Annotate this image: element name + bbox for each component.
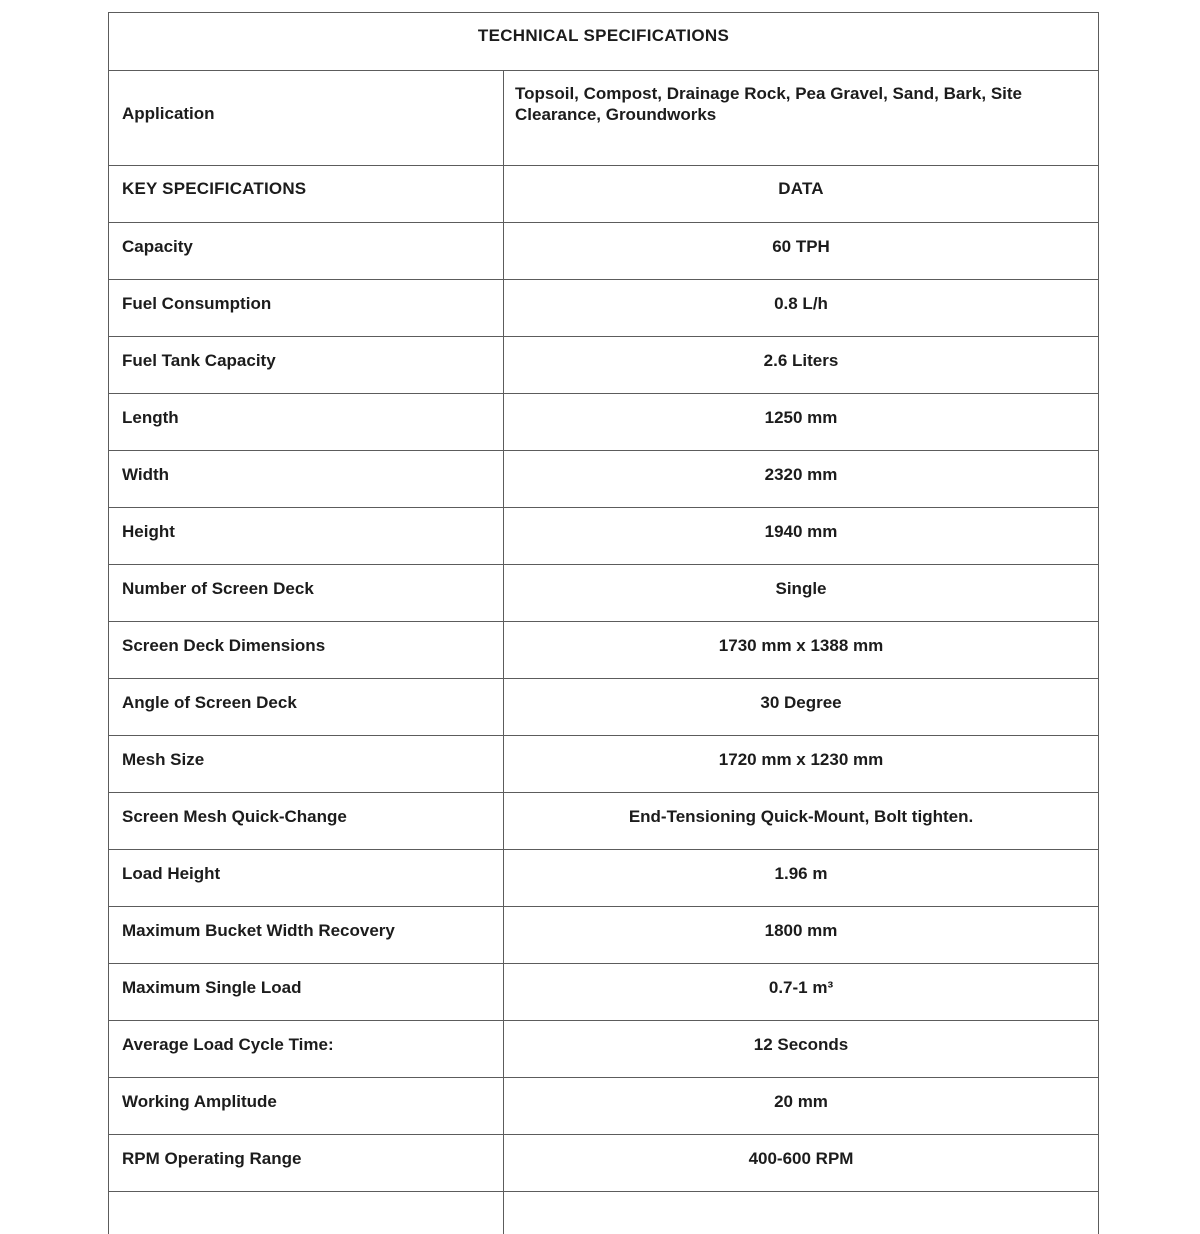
spec-label: Length [109, 394, 504, 451]
spec-label: Fuel Tank Capacity [109, 337, 504, 394]
spec-label: Maximum Single Load [109, 964, 504, 1021]
spec-label: Screen Mesh Quick-Change [109, 793, 504, 850]
spec-value: 2.6 Liters [504, 337, 1099, 394]
spec-label: Angle of Screen Deck [109, 679, 504, 736]
table-row [109, 679, 1099, 736]
table-row [109, 508, 1099, 565]
table-row [109, 850, 1099, 907]
spec-label: Number of Screen Deck [109, 565, 504, 622]
data-header: DATA [504, 166, 1099, 223]
key-specifications-header: KEY SPECIFICATIONS [109, 166, 504, 223]
spec-label-empty [109, 1192, 504, 1234]
spec-label: Fuel Consumption [109, 280, 504, 337]
spec-value: 30 Degree [504, 679, 1099, 736]
application-row [109, 71, 1099, 166]
spec-value: 1250 mm [504, 394, 1099, 451]
table-row [109, 223, 1099, 280]
table-row [109, 1135, 1099, 1192]
table-row [109, 736, 1099, 793]
table-row-partial [109, 1192, 1099, 1234]
spec-value: 2320 mm [504, 451, 1099, 508]
spec-value: 60 TPH [504, 223, 1099, 280]
spec-label: Average Load Cycle Time: [109, 1021, 504, 1078]
spec-value: 1800 mm [504, 907, 1099, 964]
table-row [109, 793, 1099, 850]
spec-value: End-Tensioning Quick-Mount, Bolt tighten. [504, 793, 1099, 850]
table-row [109, 1021, 1099, 1078]
spec-value: 1940 mm [504, 508, 1099, 565]
spec-value: 20 mm [504, 1078, 1099, 1135]
spec-label: Working Amplitude [109, 1078, 504, 1135]
spec-value: Single [504, 565, 1099, 622]
table-row [109, 964, 1099, 1021]
spec-label: Height [109, 508, 504, 565]
spec-value: 1720 mm x 1230 mm [504, 736, 1099, 793]
table-row [109, 1078, 1099, 1135]
table-row [109, 622, 1099, 679]
spec-value: 12 Seconds [504, 1021, 1099, 1078]
spec-label: Capacity [109, 223, 504, 280]
spec-label: Width [109, 451, 504, 508]
technical-specifications-table [108, 12, 1099, 1234]
table-row [109, 907, 1099, 964]
table-row [109, 394, 1099, 451]
table-title-row [109, 13, 1099, 71]
spec-label: Screen Deck Dimensions [109, 622, 504, 679]
table-title: TECHNICAL SPECIFICATIONS [109, 13, 1099, 71]
spec-value: 1730 mm x 1388 mm [504, 622, 1099, 679]
table-row [109, 337, 1099, 394]
spec-value-empty [504, 1192, 1099, 1234]
spec-value: 0.8 L/h [504, 280, 1099, 337]
spec-label: Load Height [109, 850, 504, 907]
technical-specifications-table-wrap [108, 12, 1099, 1234]
application-value: Topsoil, Compost, Drainage Rock, Pea Gravel, Sand, Bark, Site Clearance, Groundworks [504, 71, 1099, 166]
table-row [109, 565, 1099, 622]
table-row [109, 451, 1099, 508]
spec-value: 400-600 RPM [504, 1135, 1099, 1192]
table-header-row [109, 166, 1099, 223]
spec-label: RPM Operating Range [109, 1135, 504, 1192]
table-row [109, 280, 1099, 337]
spec-value: 1.96 m [504, 850, 1099, 907]
application-label: Application [109, 71, 504, 166]
spec-value: 0.7-1 m³ [504, 964, 1099, 1021]
spec-label: Maximum Bucket Width Recovery [109, 907, 504, 964]
spec-label: Mesh Size [109, 736, 504, 793]
